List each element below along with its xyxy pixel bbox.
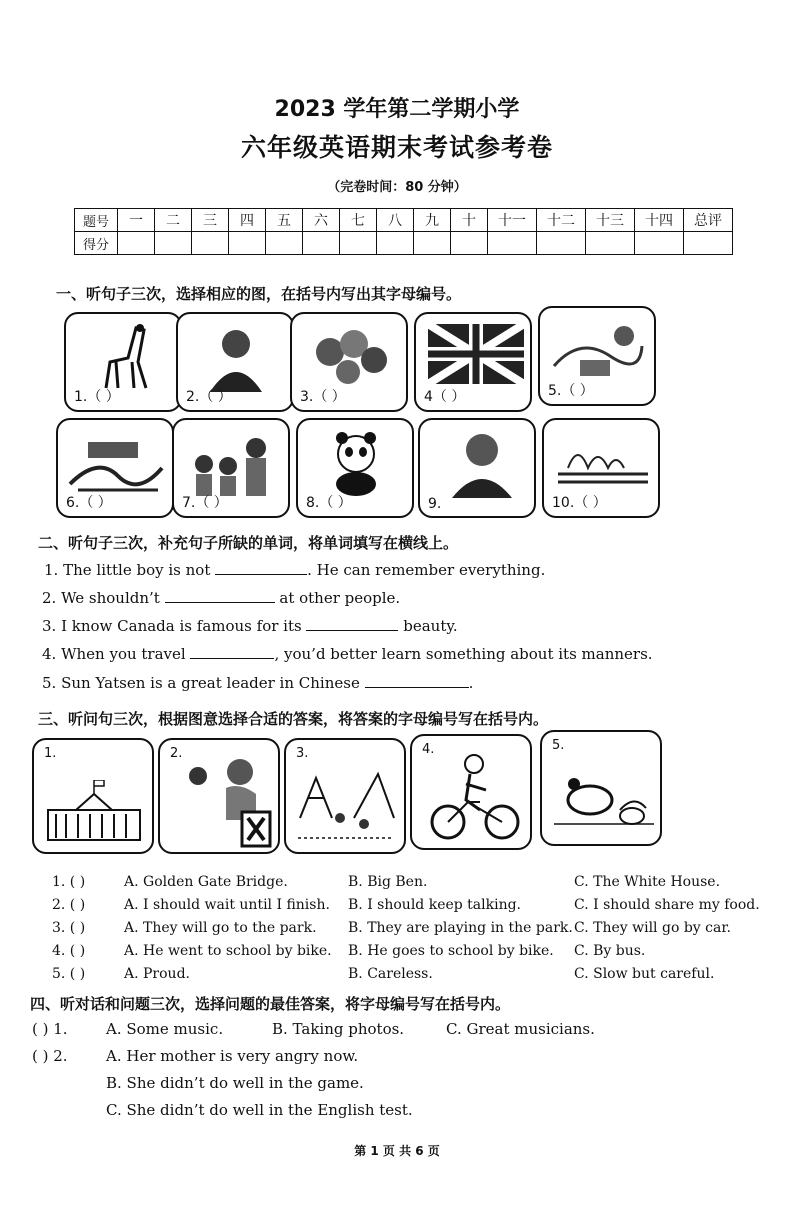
col-header: 十二 bbox=[537, 209, 586, 232]
tortoise-rabbit-icon bbox=[550, 754, 654, 838]
fill-text-post: . He can remember everything. bbox=[307, 561, 546, 579]
page-footer: 第 1 页 共 6 页 bbox=[354, 1144, 440, 1158]
garden-icon bbox=[550, 316, 646, 386]
option-a[interactable]: A. Some music. bbox=[106, 1020, 224, 1038]
section1-heading: 一、听句子三次，选择相应的图，在括号内写出其字母编号。 bbox=[56, 285, 462, 303]
col-header: 八 bbox=[377, 209, 414, 232]
fill-text-post: , you’d better learn something about its manners. bbox=[274, 645, 653, 663]
answer-blank[interactable] bbox=[165, 588, 275, 603]
score-cell[interactable] bbox=[303, 232, 340, 255]
fill-item-5 bbox=[42, 673, 473, 692]
sharing-food-icon bbox=[168, 754, 272, 850]
col-header: 一 bbox=[118, 209, 155, 232]
answer-blank[interactable] bbox=[190, 644, 274, 659]
fill-text-pre: 2. We shouldn’t bbox=[42, 589, 160, 607]
picture-label: 6.（ ） bbox=[66, 495, 112, 511]
time-note: （完卷时间：80 分钟） bbox=[327, 180, 467, 195]
bike-rider-icon bbox=[420, 750, 524, 846]
score-cell[interactable] bbox=[684, 232, 733, 255]
option-b[interactable]: B. He goes to school by bike. bbox=[348, 943, 554, 959]
question-number[interactable]: 3. ( ) bbox=[52, 920, 86, 936]
fill-text-post: beauty. bbox=[398, 617, 458, 635]
picture-label: 4（ ） bbox=[424, 389, 466, 405]
exam-title-line2: 六年级英语期末考试参考卷 bbox=[240, 133, 553, 162]
picture-number: 4. bbox=[422, 742, 435, 757]
q4-item-2 bbox=[32, 1047, 68, 1065]
picture-label: 8.（ ） bbox=[306, 495, 352, 511]
score-cell[interactable] bbox=[266, 232, 303, 255]
man-portrait-icon bbox=[430, 428, 526, 498]
fill-item-1 bbox=[44, 560, 545, 579]
picture-card-7 bbox=[172, 418, 290, 518]
col-header: 十四 bbox=[635, 209, 684, 232]
option-a[interactable]: A. Golden Gate Bridge. bbox=[124, 874, 288, 890]
picture-label: 3.（ ） bbox=[300, 389, 346, 405]
score-cell[interactable] bbox=[155, 232, 192, 255]
col-header: 九 bbox=[414, 209, 451, 232]
question-number[interactable]: 5. ( ) bbox=[52, 966, 86, 982]
col-header: 十三 bbox=[586, 209, 635, 232]
playground-icon bbox=[294, 758, 398, 848]
option-c[interactable]: C. They will go by car. bbox=[574, 920, 731, 936]
picture-card-9 bbox=[418, 418, 536, 518]
option-c[interactable]: C. Great musicians. bbox=[446, 1020, 595, 1038]
option-a[interactable]: A. Proud. bbox=[124, 966, 190, 982]
question-number[interactable]: 4. ( ) bbox=[52, 943, 86, 959]
col-header: 三 bbox=[192, 209, 229, 232]
opera-house-icon bbox=[554, 428, 650, 498]
picture-number: 2. bbox=[170, 746, 183, 761]
answer-blank[interactable] bbox=[365, 673, 469, 688]
question-number[interactable]: 1. ( ) bbox=[52, 874, 86, 890]
score-cell[interactable] bbox=[414, 232, 451, 255]
score-table bbox=[74, 208, 733, 255]
score-cell[interactable] bbox=[229, 232, 266, 255]
section3-heading: 三、听问句三次，根据图意选择合适的答案，将答案的字母编号写在括号内。 bbox=[38, 710, 549, 728]
option-b[interactable]: B. They are playing in the park. bbox=[348, 920, 573, 936]
fill-text-pre: 1. The little boy is not bbox=[44, 561, 211, 579]
option-c[interactable]: C. I should share my food. bbox=[574, 897, 760, 913]
score-cell[interactable] bbox=[340, 232, 377, 255]
portrait-icon bbox=[188, 322, 284, 392]
picture-number: 1. bbox=[44, 746, 57, 761]
score-cell[interactable] bbox=[377, 232, 414, 255]
col-header: 十一 bbox=[488, 209, 537, 232]
picture-card-10 bbox=[542, 418, 660, 518]
exam-title-line1: 2023 学年第二学期小学 bbox=[274, 97, 520, 122]
col-header: 二 bbox=[155, 209, 192, 232]
option-b[interactable]: B. I should keep talking. bbox=[348, 897, 522, 913]
picture-number: 3. bbox=[296, 746, 309, 761]
white-house-icon bbox=[42, 780, 146, 846]
picture-card-4 bbox=[414, 312, 532, 412]
fill-text-pre: 5. Sun Yatsen is a great leader in Chinese bbox=[42, 674, 360, 692]
fill-item-4 bbox=[42, 644, 653, 663]
score-cell[interactable] bbox=[537, 232, 586, 255]
picture-label: 1.（ ） bbox=[74, 389, 120, 405]
col-header: 四 bbox=[229, 209, 266, 232]
option-b[interactable]: B. Careless. bbox=[348, 966, 433, 982]
option-a[interactable]: A. They will go to the park. bbox=[124, 920, 317, 936]
answer-blank[interactable] bbox=[215, 560, 307, 575]
question-picture-1 bbox=[32, 738, 154, 854]
picture-label: 5.（ ） bbox=[548, 383, 594, 399]
option-c[interactable]: C. The White House. bbox=[574, 874, 721, 890]
score-cell[interactable] bbox=[586, 232, 635, 255]
fill-text-pre: 4. When you travel bbox=[42, 645, 186, 663]
score-cell[interactable] bbox=[118, 232, 155, 255]
section2-heading: 二、听句子三次，补充句子所缺的单词，将单词填写在横线上。 bbox=[38, 534, 459, 552]
option-a[interactable]: A. Her mother is very angry now. bbox=[106, 1047, 359, 1065]
question-number[interactable]: 2. ( ) bbox=[52, 897, 86, 913]
option-c[interactable]: C. Slow but careful. bbox=[574, 966, 715, 982]
question-picture-5 bbox=[540, 730, 662, 846]
union-jack-icon bbox=[426, 322, 526, 388]
score-cell[interactable] bbox=[488, 232, 537, 255]
q4-item-1 bbox=[32, 1020, 68, 1038]
score-cell[interactable] bbox=[635, 232, 684, 255]
fill-item-2 bbox=[42, 588, 400, 607]
landscape-icon bbox=[68, 428, 164, 498]
col-header: 十 bbox=[451, 209, 488, 232]
picture-card-1 bbox=[64, 312, 182, 412]
option-c[interactable]: C. She didn’t do well in the English test. bbox=[106, 1101, 413, 1119]
giraffe-icon bbox=[76, 322, 172, 392]
picture-label: 10.（ ） bbox=[552, 495, 607, 511]
family-icon bbox=[184, 428, 280, 498]
option-a[interactable]: A. I should wait until I finish. bbox=[124, 897, 330, 913]
score-cell[interactable] bbox=[192, 232, 229, 255]
fill-text-post: at other people. bbox=[274, 589, 401, 607]
option-c[interactable]: C. By bus. bbox=[574, 943, 646, 959]
row-label-score: 得分 bbox=[75, 232, 118, 255]
col-header: 总评 bbox=[684, 209, 733, 232]
picture-card-8 bbox=[296, 418, 414, 518]
picture-label: 2.（ ） bbox=[186, 389, 232, 405]
question-picture-4 bbox=[410, 734, 532, 850]
option-a[interactable]: A. He went to school by bike. bbox=[124, 943, 332, 959]
picture-number: 5. bbox=[552, 738, 565, 753]
picture-card-2 bbox=[176, 312, 294, 412]
question-picture-3 bbox=[284, 738, 406, 854]
fill-text-pre: 3. I know Canada is famous for its bbox=[42, 617, 302, 635]
question-number[interactable]: ( ) 2. bbox=[32, 1047, 68, 1065]
picture-card-6 bbox=[56, 418, 174, 518]
score-cell[interactable] bbox=[451, 232, 488, 255]
option-b[interactable]: B. Taking photos. bbox=[272, 1020, 405, 1038]
picture-label: 9. bbox=[428, 496, 442, 512]
fill-text-post: . bbox=[468, 674, 474, 692]
row-label-number: 题号 bbox=[75, 209, 118, 232]
col-header: 六 bbox=[303, 209, 340, 232]
option-b[interactable]: B. Big Ben. bbox=[348, 874, 428, 890]
col-header: 七 bbox=[340, 209, 377, 232]
question-number[interactable]: ( ) 1. bbox=[32, 1020, 68, 1038]
picture-label: 7.（ ） bbox=[182, 495, 228, 511]
col-header: 五 bbox=[266, 209, 303, 232]
fill-item-3 bbox=[42, 616, 458, 635]
picture-card-5 bbox=[538, 306, 656, 406]
picture-card-3 bbox=[290, 312, 408, 412]
cartoon-group-icon bbox=[302, 322, 398, 392]
option-b[interactable]: B. She didn’t do well in the game. bbox=[106, 1074, 364, 1092]
question-picture-2 bbox=[158, 738, 280, 854]
section4-heading: 四、听对话和问题三次，选择问题的最佳答案，将字母编号写在括号内。 bbox=[30, 995, 511, 1013]
answer-blank[interactable] bbox=[306, 616, 398, 631]
panda-icon bbox=[308, 428, 404, 498]
